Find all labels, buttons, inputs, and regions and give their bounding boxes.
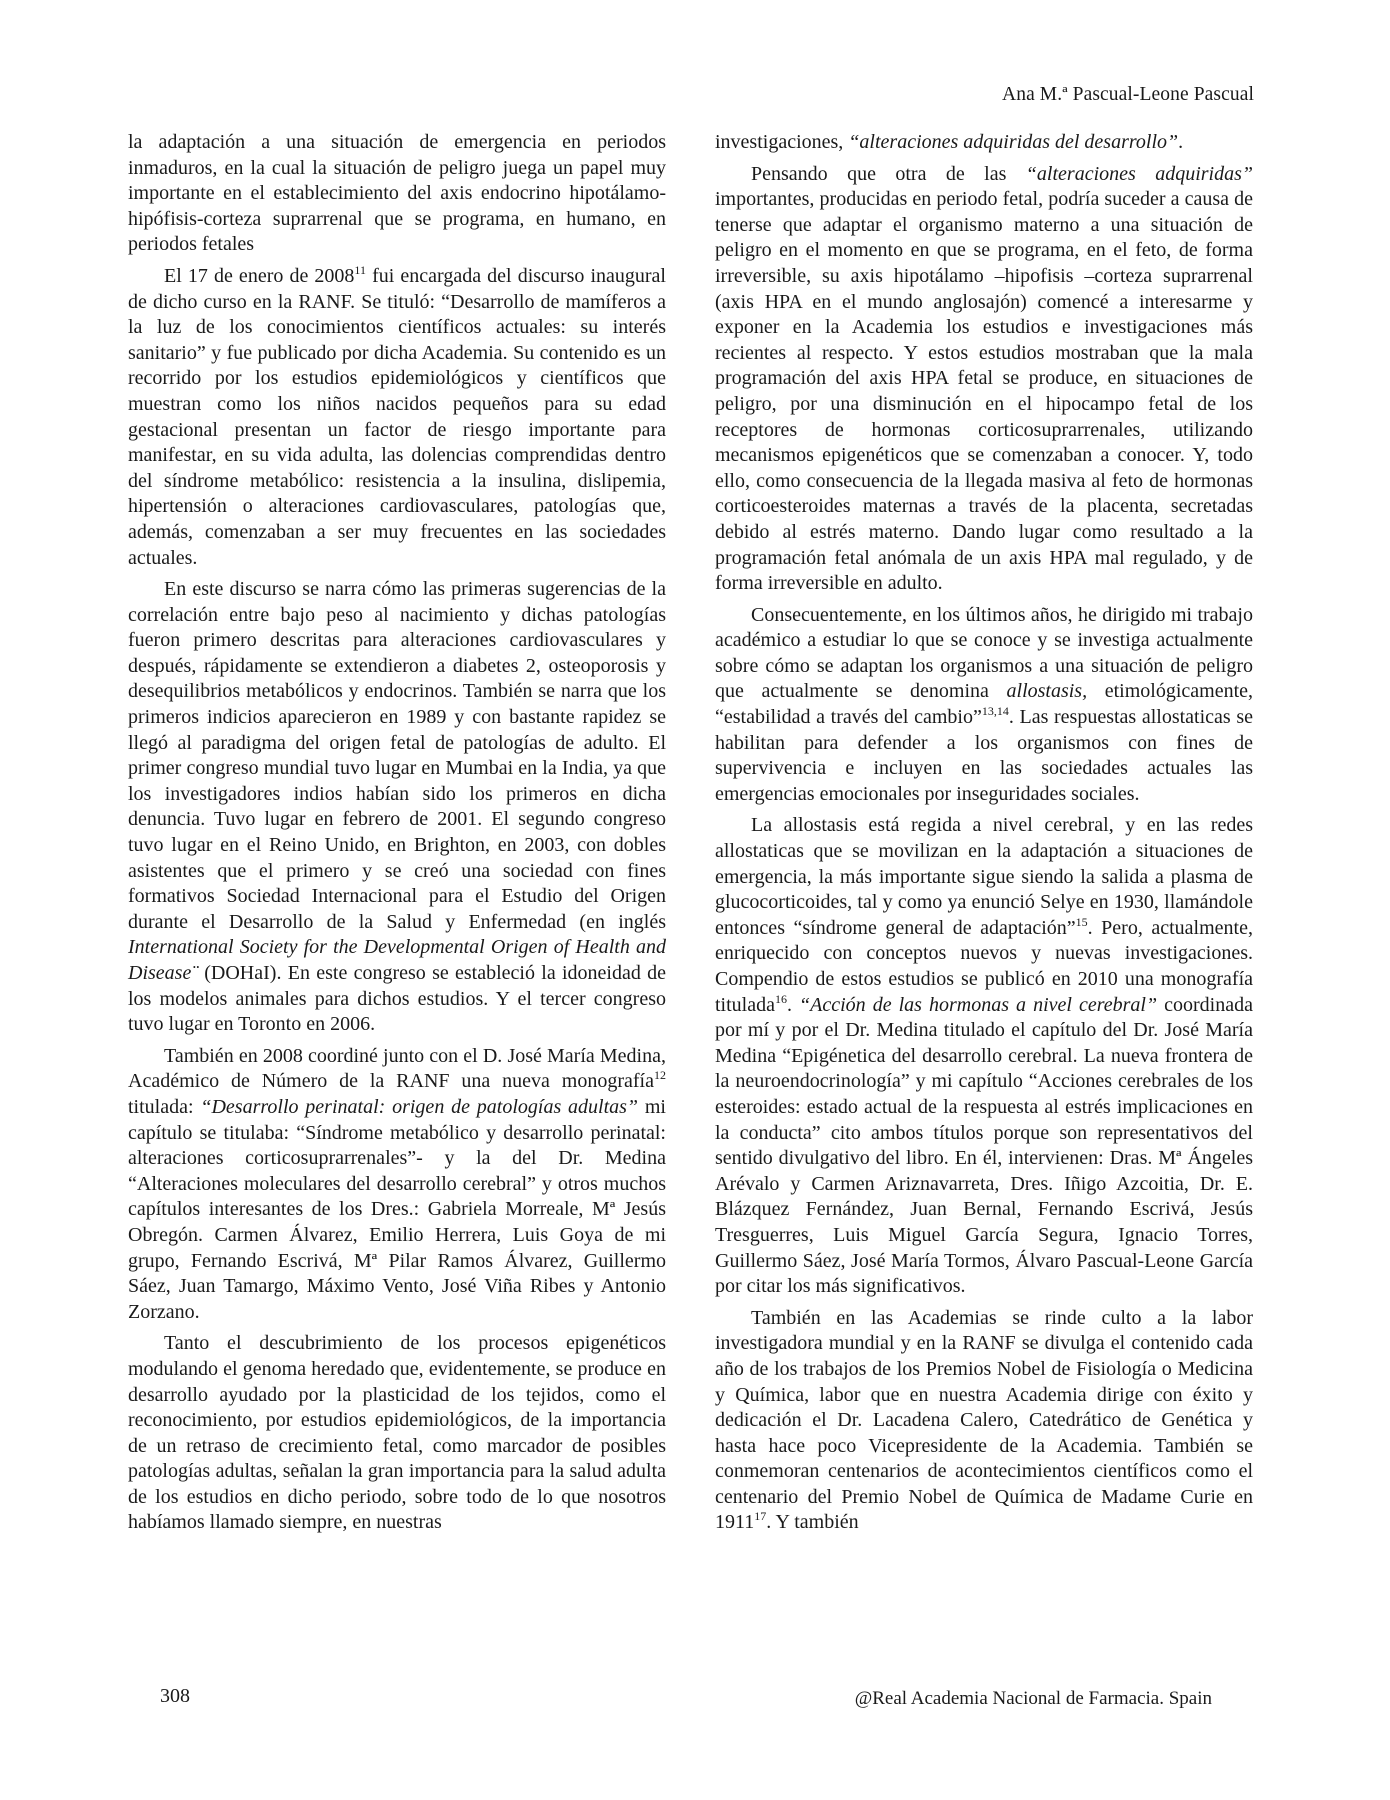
paragraph [715, 603, 1253, 808]
paragraph-text: Consecuentemente, en los últimos años, he dirigido mi trabajo académico a estudiar lo que se conoce y se investiga actualmente sobre cómo se adaptan los organismos a una situación de peligro que actualmente se denomina [715, 603, 1253, 703]
page-number: 308 [160, 1685, 190, 1707]
paragraph-text: fui encargada del discurso inaugural de dicho curso en la RANF. Se tituló: “Desarrollo de mamíferos a la luz de los conocimientos científicos actuales: su interés sanitario” y fue publicado por dicha Academia. Su contenido es un recorrido por los estudios epidemiológicos y científicos que muestran como los niños nacidos pequeños para su edad gestacional presentan un factor de riesgo importante para manifestar, en su vida adulta, las dolencias comprendidas dentro del síndrome metabólico: resistencia a la insulina, dislipemia, hipertensión o alteraciones cardiovasculares, patologías que, además, comenzaban a ser muy frecuentes en las sociedades actuales. [128, 264, 666, 569]
paragraph [128, 577, 666, 1038]
paragraph-text: En este discurso se narra cómo las primeras sugerencias de la correlación entre bajo peso al nacimiento y dichas patologías fueron primero descritas para alteraciones cardiovasculares y después, rápidamente se extendieron a diabetes 2, osteoporosis y desequilibrios metabólicos y endocrinos. También se narra que los primeros indicios aparecieron en 1989 y con bastante rapidez se llegó al paradigma del origen fetal de patologías de adulto. El primer congreso mundial tuvo lugar en Mumbai en la India, ya que los investigadores indios habían sido los primeros en dicha denuncia. Tuvo lugar en febrero de 2001. El segundo congreso tuvo lugar en el Reino Unido, en Brighton, en 2003, con dobles asistentes que el primero y se creó una sociedad con fines formativos Sociedad Internacional para el Estudio del Origen durante el Desarrollo de la Salud y Enfermedad (en inglés [128, 578, 666, 933]
right-column [715, 130, 1253, 1542]
italic-text: “alteraciones adquiridas” [1025, 162, 1254, 185]
paragraph [715, 813, 1253, 1299]
paragraph-text: También en 2008 coordiné junto con el D. José María Medina, Académico de Número de la RANF una nueva monografía [128, 1044, 666, 1093]
paragraph-text: La allostasis está regida a nivel cerebral, y en las redes allostaticas que se movilizan en la adaptación a situaciones de emergencia, la más importante sigue siendo la salida a plasma de glucocorticoides, tal y como ya enunció Selye en 1930, llamándole entonces “síndrome general de adaptación” [715, 814, 1253, 939]
paragraph-text: la adaptación a una situación de emergencia en periodos inmaduros, en la cual la situación de peligro juega un papel muy importante en el establecimiento del axis endocrino hipotálamo-hipófisis-corteza suprarrenal que se programa, en humano, en periodos fetales [128, 131, 666, 256]
reference-superscript: 13,14 [981, 704, 1009, 719]
paragraph-text: . Pero, actualmente, enriquecido con conceptos nuevos y nuevas investigaciones. Compendio de estos estudios se publicó en 2010 una monografía titulada [715, 916, 1253, 1016]
paragraph [128, 1331, 666, 1536]
reference-superscript: 11 [354, 262, 366, 277]
paragraph [128, 130, 666, 258]
paragraph-text: Tanto el descubrimiento de los procesos epigenéticos modulando el genoma heredado que, evidentemente, se produce en desarrollo ayudado por la plasticidad de los tejidos, como el reconocimiento, por estudios epidemiológicos, de la importancia de un retraso de crecimiento fetal, como marcador de posibles patologías adultas, señalan la gran importancia para la salud adulta de los estudios en dicho periodo, sobre todo de lo que nosotros habíamos llamado siempre, en nuestras [128, 1332, 666, 1534]
paragraph-text: . [1178, 131, 1184, 153]
italic-text: “Desarrollo perinatal: origen de patologías adultas” [200, 1095, 639, 1118]
paragraph-text: importantes, producidas en periodo fetal, podría suceder a causa de tenerse que adaptar el organismo materno a una situación de peligro en el momento en que se programa, en el feto, de forma irreversible, su axis hipotálamo –hipofisis –corteza suprarrenal (axis HPA en el mundo anglosajón) comencé a interesarme y exponer en la Academia los estudios e investigaciones más recientes al respecto. Y estos estudios mostraban que la mala programación del axis HPA fetal se produce, en situaciones de peligro, por una disminución en el hipocampo fetal de los receptores de hormonas corticosuprarrenales, utilizando mecanismos epigenéticos que se comenzaban a conocer. Y, todo ello, como consecuencia de la llegada masiva al feto de hormonas corticoesteroides maternas a través de la placenta, secretadas debido al estrés materno. Dando lugar como resultado a la programación fetal anómala de un axis HPA mal regulado, y de forma irreversible en adulto. [715, 188, 1253, 595]
paragraph-text: . [786, 993, 800, 1016]
italic-text: International Society for the Developmental Origen of Health and Disease¨ [128, 936, 666, 984]
paragraph-text: También en las Academias se rinde culto a la labor investigadora mundial y en la RANF se divulga el contenido cada año de los trabajos de los Premios Nobel de Fisiología o Medicina y Química, labor que en nuestra Academia dirige con éxito y dedicación el Dr. Lacadena Calero, Catedrático de Genética y hasta hace poco Vicepresidente de la Academia. También se conmemoran centenarios de acontecimientos científicos como el centenario del Premio Nobel de Química de Madame Curie en 1911 [715, 1306, 1253, 1534]
paragraph-text: El 17 de enero de 2008 [164, 264, 355, 287]
paragraph [715, 162, 1253, 597]
paragraph [128, 1044, 666, 1326]
reference-superscript: 16 [774, 991, 787, 1006]
paragraph-text: mi capítulo se titulaba: “Síndrome metabólico y desarrollo perinatal: alteraciones corticosuprarrenales”- y la del Dr. Medina “Alteraciones moleculares del desarrollo cerebral” y otros muchos capítulos interesantes de los Dres.: Gabriela Morreale, Mª Jesús Obregón. Carmen Álvarez, Emilio Herrera, Luis Goya de mi grupo, Fernando Escrivá, Mª Pilar Ramos Álvarez, Guillermo Sáez, Juan Tamargo, Máximo Vento, José Viña Ribes y Antonio Zorzano. [128, 1095, 666, 1323]
paragraph [128, 264, 666, 571]
paragraph-text: investigaciones, [715, 131, 849, 153]
paragraph-text: . Las respuestas allostaticas se habilitan para defender a los organismos con fines de supervivencia e incluyen en las sociedades actuales las emergencias emocionales por inseguridades sociales. [715, 706, 1254, 805]
paragraph-text: . Y también [766, 1511, 859, 1534]
italic-text: allostasis, [1006, 680, 1088, 703]
paragraph [715, 130, 1253, 156]
left-column [128, 130, 666, 1542]
paragraph-text: titulada: [128, 1095, 201, 1118]
italic-text: “alteraciones adquiridas del desarrollo” [848, 131, 1179, 153]
reference-superscript: 12 [654, 1068, 666, 1083]
paragraph-text: etimológicamente, “estabilidad a través del cambio” [715, 680, 1253, 729]
paragraph-text: coordinada por mí y por el Dr. Medina titulado el capítulo del Dr. José María Medina “Epigénetica del desarrollo cerebral. La nueva frontera de la neuroendocrinología” y mi capítulo “Acciones cerebrales de los esteroides: estado actual de la respuesta al estrés implicaciones en la conducta” cito ambos títulos porque son representativos del sentido divulgativo del libro. En él, intervienen: Dras. Mª Ángeles Arévalo y Carmen Ariznavarreta, Dres. Iñigo Azcoitia, Dr. E. Blázquez Fernández, Juan Bernal, Fernando Escrivá, Jesús Tresguerres, Luis Miguel García Segura, Ignacio Torres, Guillermo Sáez, José María Tormos, Álvaro Pascual-Leone García por citar los más significativos. [715, 993, 1253, 1298]
running-header-author: Ana M.ª Pascual-Leone Pascual [1002, 84, 1254, 105]
footer-copyright: @Real Academia Nacional de Farmacia. Spain [854, 1688, 1212, 1709]
italic-text: “Acción de las hormonas a nivel cerebral” [799, 993, 1158, 1016]
reference-superscript: 17 [754, 1509, 767, 1524]
reference-superscript: 15 [1075, 914, 1088, 929]
paragraph-text: (DOHaI). En este congreso se estableció la idoneidad de los modelos animales para dichos estudios. Y el tercer congreso tuvo lugar en Toronto en 2006. [128, 962, 666, 1036]
paragraph [715, 1306, 1253, 1536]
paragraph-text: Pensando que otra de las [751, 162, 1026, 185]
